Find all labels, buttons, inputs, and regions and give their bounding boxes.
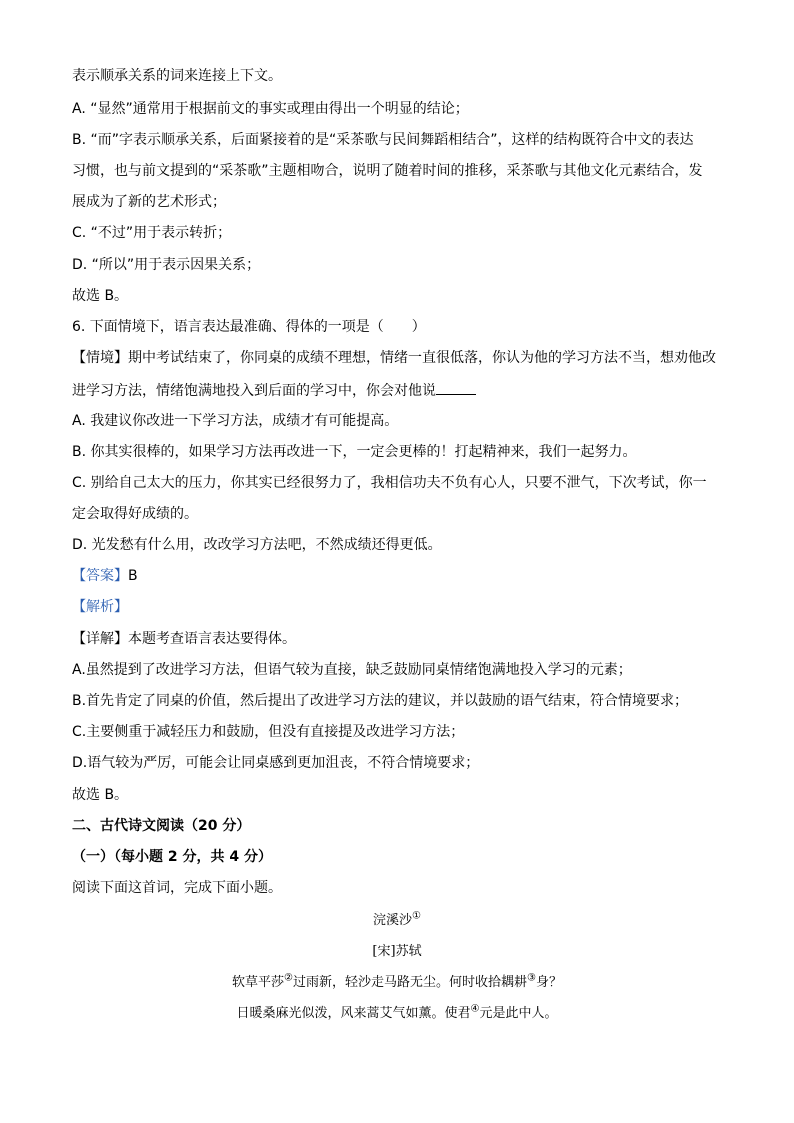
poem-line-2: 日暖桑麻光似泼，风来蒿艾气如薰。使君④元是此中人。 xyxy=(236,1003,558,1021)
text-line: B. “而”字表示顺承关系，后面紧接着的是“采茶歌与民间舞蹈相结合”，这样的结构既符合中文的表达 xyxy=(72,132,694,148)
poem-author: [宋]苏轼 xyxy=(372,944,422,959)
option-a: A. 我建议你改进一下学习方法，成绩才有可能提高。 xyxy=(72,413,399,429)
detail-line: 【详解】本题考查语言表达要得体。 xyxy=(72,631,296,647)
detail-line: 故选 B。 xyxy=(72,787,129,803)
answer-line xyxy=(72,567,138,585)
analysis-tag: 【解析】 xyxy=(72,599,128,615)
option-c: C. 别给自己太大的压力，你其实已经很努力了，我相信功夫不负有心人，只要不泄气，下次考试，你一 xyxy=(72,475,707,491)
text-line: 故选 B。 xyxy=(72,288,129,304)
footnote-marker: ④ xyxy=(470,1003,480,1015)
detail-line: B.首先肯定了同桌的价值，然后提出了改进学习方法的建议，并以鼓励的语气结束，符合情境要求； xyxy=(72,693,689,709)
text-line: 习惯，也与前文提到的“采茶歌”主题相吻合，说明了随着时间的推移，采茶歌与其他文化元素结合，发 xyxy=(72,163,703,179)
question-6: 6. 下面情境下，语言表达最准确、得体的一项是（ ） xyxy=(72,319,426,335)
text-line: C. “不过”用于表示转折； xyxy=(72,225,232,241)
footnote-marker: ① xyxy=(412,910,421,922)
text-line: 展成为了新的艺术形式； xyxy=(72,194,226,210)
detail-line: C.主要侧重于减轻压力和鼓励，但没有直接提及改进学习方法； xyxy=(72,724,465,740)
poem-line-1: 软草平莎②过雨新，轻沙走马路无尘。何时收拾耦耕③身？ xyxy=(232,972,562,990)
reading-instruction: 阅读下面这首词，完成下面小题。 xyxy=(72,880,282,896)
scenario-text: 进学习方法，情绪饱满地投入到后面的学习中，你会对他说 xyxy=(72,383,436,399)
option-b: B. 你其实很棒的，如果学习方法再改进一下，一定会更棒的！打起精神来，我们一起努力。 xyxy=(72,444,637,460)
detail-line: D.语气较为严厉，可能会让同桌感到更加沮丧，不符合情境要求； xyxy=(72,755,480,771)
text-line: 表示顺承关系的词来连接上下文。 xyxy=(72,68,282,84)
detail-line: A.虽然提到了改进学习方法，但语气较为直接，缺乏鼓励同桌情绪饱满地投入学习的元素； xyxy=(72,662,632,678)
text-line: A. “显然”通常用于根据前文的事实或理由得出一个明显的结论； xyxy=(72,101,469,117)
text-line: D. “所以”用于表示因果关系； xyxy=(72,257,261,273)
option-c-cont: 定会取得好成绩的。 xyxy=(72,506,198,522)
option-d: D. 光发愁有什么用，改改学习方法吧，不然成绩还得更低。 xyxy=(72,537,442,553)
section-heading: 二、古代诗文阅读（20 分） xyxy=(72,818,251,834)
footnote-marker: ② xyxy=(284,972,293,984)
subsection-heading: （一）（每小题 2 分，共 4 分） xyxy=(72,849,272,865)
poem-title: 浣溪沙① xyxy=(373,910,421,928)
answer-blank xyxy=(436,380,476,395)
scenario-line: 【情境】期中考试结束了，你同桌的成绩不理想，情绪一直很低落，你认为他的学习方法不当，想劝他改 xyxy=(72,350,716,366)
answer-value: B xyxy=(128,568,138,584)
answer-tag: 【答案】 xyxy=(72,568,128,584)
footnote-marker: ③ xyxy=(527,972,536,984)
scenario-line xyxy=(72,380,476,400)
